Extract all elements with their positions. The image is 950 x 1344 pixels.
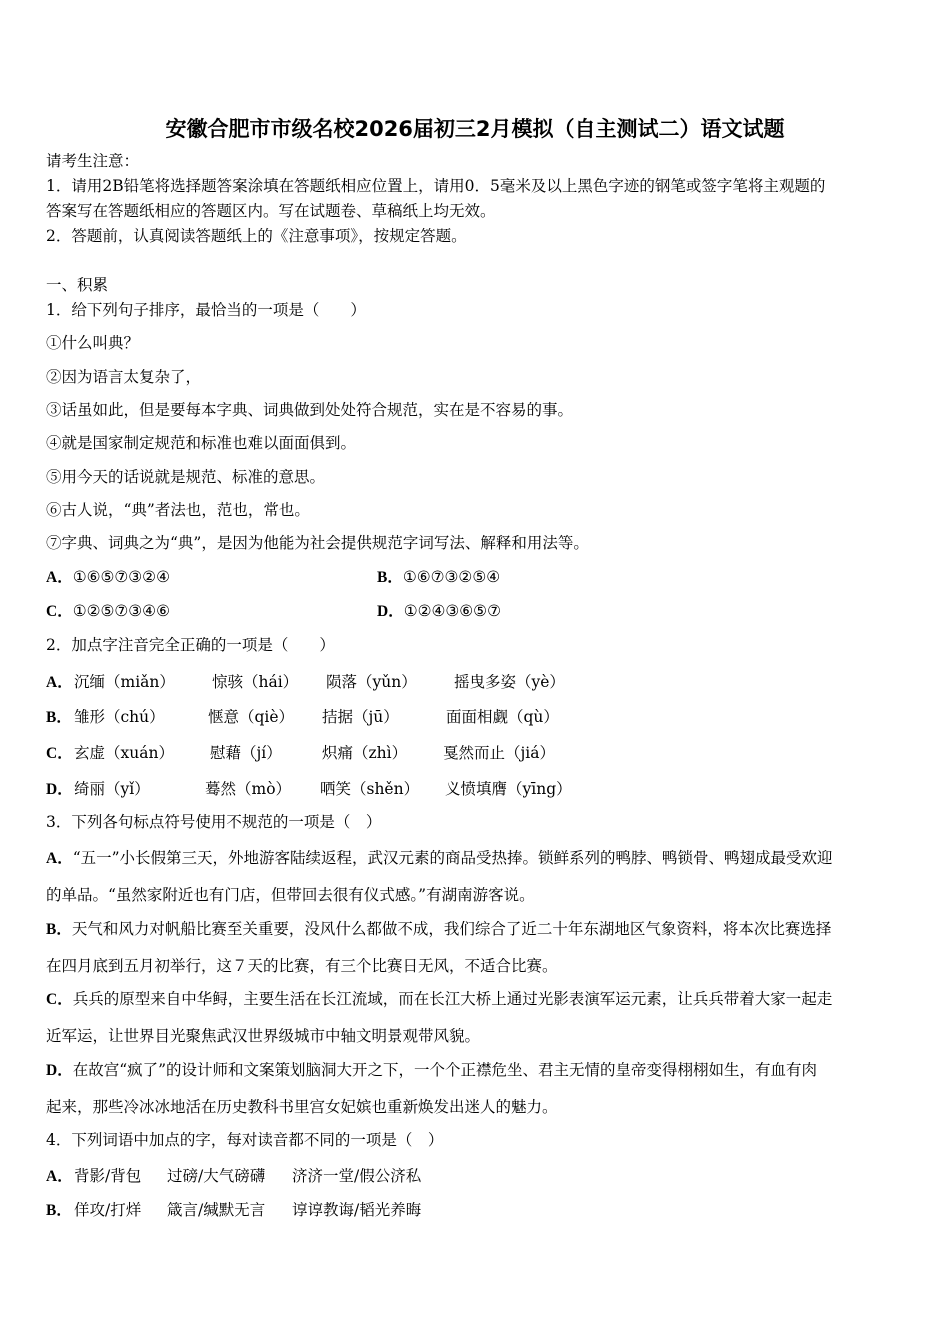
question-1-stem: 1．给下列句子排序，最恰当的一项是（ ）	[46, 301, 366, 319]
pinyin-item: 炽痛（zhì）	[322, 744, 408, 762]
option-key: B．	[46, 709, 72, 726]
option-text: 的单品。“虽然家附近也有门店，但带回去很有仪式感。”有湖南游客说。	[46, 886, 535, 904]
notice-item: 1．请用2B铅笔将选择题答案涂填在答题纸相应位置上，请用0．5毫米及以上黑色字迹的钢笔或签字笔将主观题的	[46, 177, 826, 195]
option-key: A．	[46, 1168, 73, 1185]
notice-heading: 请考生注意：	[46, 152, 140, 170]
q1-option-b	[377, 567, 500, 588]
word-pair: 背影/背包	[74, 1167, 142, 1185]
option-key: A．	[46, 569, 73, 586]
option-text: 天气和风力对帆船比赛至关重要，没风什么都做不成，我们综合了近二十年东湖地区气象资料，将本次比赛选择	[71, 920, 832, 938]
q3-option-line	[46, 1097, 558, 1117]
notice-item: 答案写在答题纸相应的答题区内。写在试题卷、草稿纸上均无效。	[46, 202, 496, 220]
pinyin-item: 面面相觑（qù）	[446, 708, 559, 726]
notice-item: 2．答题前，认真阅读答题纸上的《注意事项》，按规定答题。	[46, 227, 467, 245]
q1-sentence: ②因为语言太复杂了，	[46, 368, 202, 386]
option-key: A．	[46, 674, 73, 691]
q1-sentence: ⑦字典、词典之为“典”，是因为他能为社会提供规范字词写法、解释和用法等。	[46, 534, 589, 552]
q1-sentence: ③话虽如此，但是要每本字典、词典做到处处符合规范，实在是不容易的事。	[46, 401, 574, 419]
option-key: A．	[46, 850, 73, 867]
pinyin-item: 哂笑（shěn）	[320, 780, 420, 798]
word-pair: 佯攻/打烊	[74, 1201, 142, 1219]
q3-option-line	[46, 919, 831, 940]
pinyin-item: 玄虚（xuán）	[74, 744, 174, 762]
option-text: 近军运，让世界目光聚焦武汉世界级城市中轴文明景观带风貌。	[46, 1027, 481, 1045]
q1-option-c	[46, 601, 170, 622]
option-key: D．	[46, 781, 73, 798]
option-key: B．	[46, 921, 72, 938]
q1-sentence: ⑥古人说，“典”者法也，范也，常也。	[46, 501, 310, 519]
option-text: ①②⑤⑦③④⑥	[72, 602, 170, 620]
option-text: 在故宫“疯了”的设计师和文案策划脑洞大开之下，一个个正襟危坐、君主无情的皇帝变得栩栩如生，有血有肉	[72, 1061, 818, 1079]
pinyin-item: 摇曳多姿（yè）	[454, 673, 565, 691]
option-key: B．	[46, 1202, 72, 1219]
option-key: C．	[46, 745, 73, 762]
pinyin-item: 惊骇（hái）	[212, 673, 299, 691]
question-4-stem: 4．下列词语中加点的字，每对读音都不同的一项是（ ）	[46, 1131, 444, 1149]
pinyin-item: 慰藉（jí）	[210, 744, 282, 762]
q1-option-a	[46, 567, 170, 588]
question-3-stem: 3．下列各句标点符号使用不规范的一项是（ ）	[46, 813, 382, 831]
word-pair: 过磅/大气磅礴	[167, 1167, 266, 1185]
option-key: C．	[46, 991, 73, 1008]
q3-option-line	[46, 848, 833, 869]
q1-sentence: ⑤用今天的话说就是规范、标准的意思。	[46, 468, 326, 486]
option-key: D．	[46, 1062, 73, 1079]
pinyin-item: 绮丽（yǐ）	[74, 780, 150, 798]
section-heading: 一、积累	[46, 276, 109, 294]
option-text: “五一”小长假第三天，外地游客陆续返程，武汉元素的商品受热捧。锁鲜系列的鸭脖、鸭锁骨、鸭翅成最受欢迎	[72, 849, 833, 867]
pinyin-item: 惬意（qiè）	[208, 708, 295, 726]
q3-option-line	[46, 1026, 480, 1046]
page-title: 安徽合肥市市级名校2026届初三2月模拟（自主测试二）语文试题	[165, 117, 785, 141]
q1-sentence: ④就是国家制定规范和标准也难以面面俱到。	[46, 434, 357, 452]
q3-option-line	[46, 989, 832, 1010]
q1-option-d	[377, 601, 501, 622]
option-text: ①⑥⑦③②⑤④	[402, 568, 501, 586]
word-pair: 谆谆教诲/韬光养晦	[292, 1201, 422, 1219]
option-text: 兵兵的原型来自中华鲟，主要生活在长江流域，而在长江大桥上通过光影表演军运元素，让兵兵带着大家一起走	[72, 990, 833, 1008]
option-key: D．	[377, 603, 404, 620]
pinyin-item: 义愤填膺（yīng）	[445, 780, 572, 798]
pinyin-item: 戛然而止（jiá）	[443, 744, 556, 762]
option-text: 在四月底到五月初举行，这７天的比赛，有三个比赛日无风，不适合比赛。	[46, 957, 558, 975]
option-text: 起来，那些冷冰冰地活在历史教科书里宫女妃嫔也重新焕发出迷人的魅力。	[46, 1098, 558, 1116]
question-2-stem: 2．加点字注音完全正确的一项是（ ）	[46, 636, 335, 654]
pinyin-item: 沉缅（miǎn）	[74, 673, 175, 691]
option-text: ①②④③⑥⑤⑦	[403, 602, 501, 620]
pinyin-item: 陨落（yǔn）	[326, 673, 417, 691]
pinyin-item: 拮据（jū）	[322, 708, 399, 726]
word-pair: 箴言/缄默无言	[167, 1201, 266, 1219]
q3-option-line	[46, 956, 558, 976]
option-text: ①⑥⑤⑦③②④	[72, 568, 170, 586]
pinyin-item: 雏形（chú）	[74, 708, 165, 726]
option-key: B．	[377, 569, 403, 586]
q3-option-line	[46, 1060, 817, 1081]
q3-option-line	[46, 885, 535, 905]
q1-sentence: ①什么叫典？	[46, 334, 140, 352]
option-key: C．	[46, 603, 73, 620]
word-pair: 济济一堂/假公济私	[292, 1167, 422, 1185]
pinyin-item: 蓦然（mò）	[205, 780, 292, 798]
